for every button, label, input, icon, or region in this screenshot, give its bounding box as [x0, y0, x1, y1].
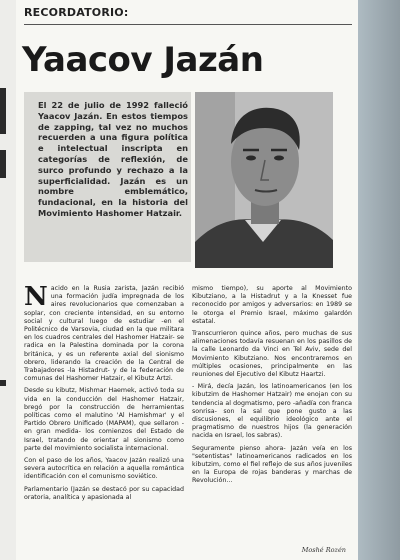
intro-text: El 22 de julio de 1992 falleció Yaacov Jazán. En estos tiempos de zapping, tal vez no muchos recuerden a una figura política e intelectual inscripta en categorías de reflexión, de surco profundo y rechazo a la superficialidad. Jazán es un nombre emblemático, fundacional, en la historia del Movimiento Hashomer Hatzair. — [38, 100, 188, 218]
kicker-rule — [24, 24, 352, 25]
adjacent-page-strip — [0, 0, 17, 560]
article-paragraph: Parlamentario (Jazán se destacó por su capacidad oratoria, analítica y apasionada al — [24, 485, 184, 501]
intro-box — [24, 92, 191, 262]
portrait-photo — [195, 92, 333, 268]
section-kicker: RECORDATORIO: — [24, 6, 129, 19]
article-paragraph: Seguramente pienso ahora- Jazán veía en los "setentistas" latinoamericanos radicados en los kibutzim, como el fiel reflejo de sus años juveniles en la Europa de rojas banderas y marchas de Revolución... — [192, 444, 352, 485]
article-paragraph: Con el paso de los años, Yaacov Jazán realizó una severa autocrítica en relación a aquella romántica identificación con el comunismo soviético. — [24, 457, 184, 481]
adjacent-page-mark — [0, 88, 6, 134]
article-title: Yaacov Jazán — [22, 40, 264, 80]
article-paragraph: - Mirá, decía Jazán, los latinoamericanos (en los kibutzim de Hashomer Hatzair) me enojan con su tendencia al dogmatismo, pero -añadía con franca sonrisa- son la sal que pone gusto a las discusiones, el equilibrio ideológico ante el pragmatismo de nuestros hijos (la generación nacida en Israel, los sabras). — [192, 383, 352, 440]
drop-cap: N — [24, 282, 48, 312]
article-column-left — [24, 282, 184, 506]
article-column-right — [192, 285, 352, 490]
article-page — [16, 0, 358, 560]
background-edge — [358, 0, 400, 560]
article-paragraph: Transcurrieron quince años, pero muchas de sus alimenaciones todavía resuenan en los pasillos de la calle Leonardo da Vinci en Tel Aviv, sede del Movimiento Kibutziano. Nos encontraremos en múltiples ocasiones, principalmente en las reuniones del Ejecutivo del Kibutz Haartzi. — [192, 330, 352, 379]
paragraph-text: acido en la Rusia zarista, Jazán recibió una formación judía impregnada de los aires revolucionarios que comenzaban a soplar, con creciente intensidad, en su entorno social y cultural luego de estudiar -en el Politécnico de Varsovia, ciudad en la que militara en los cuadros centrales del Hashomer Hatzair- se radica en la Palestina dominada por la corona británica, y es un referente axial del sionismo obrero, liderando la creación de la Central de Trabajadores -la Histadrut- y de la federación de comunas del Hashomer Hatzair, el Kibutz Artzi. — [24, 285, 184, 383]
article-paragraph: Desde su kibutz, Mishmar Haemek, activó toda su vida en la conducción del Hashomer Hatzair, bregó por la construcción de herramientas políticas como el malutino 'Al Hamishmar' y el Partido Obrero Unificado (MAPAM), que sellaron -en gran medida- los comienzos del Estado de Israel, tratando de orientar al sionismo como parte del movimiento socialista internacional. — [24, 387, 184, 452]
adjacent-page-mark — [0, 150, 6, 178]
article-paragraph — [24, 282, 184, 383]
article-paragraph: mismo tiempo), su aporte al Movimiento Kibutziano, a la Histadrut y a la Knesset fue reconocido por amigos y adversarios: en 1989 se le otorga el Premio Israel, máximo galardón estatal. — [192, 285, 352, 325]
adjacent-page-mark — [0, 380, 6, 386]
author-signature: Moshé Rozén — [301, 546, 346, 554]
portrait-illustration — [195, 92, 333, 268]
